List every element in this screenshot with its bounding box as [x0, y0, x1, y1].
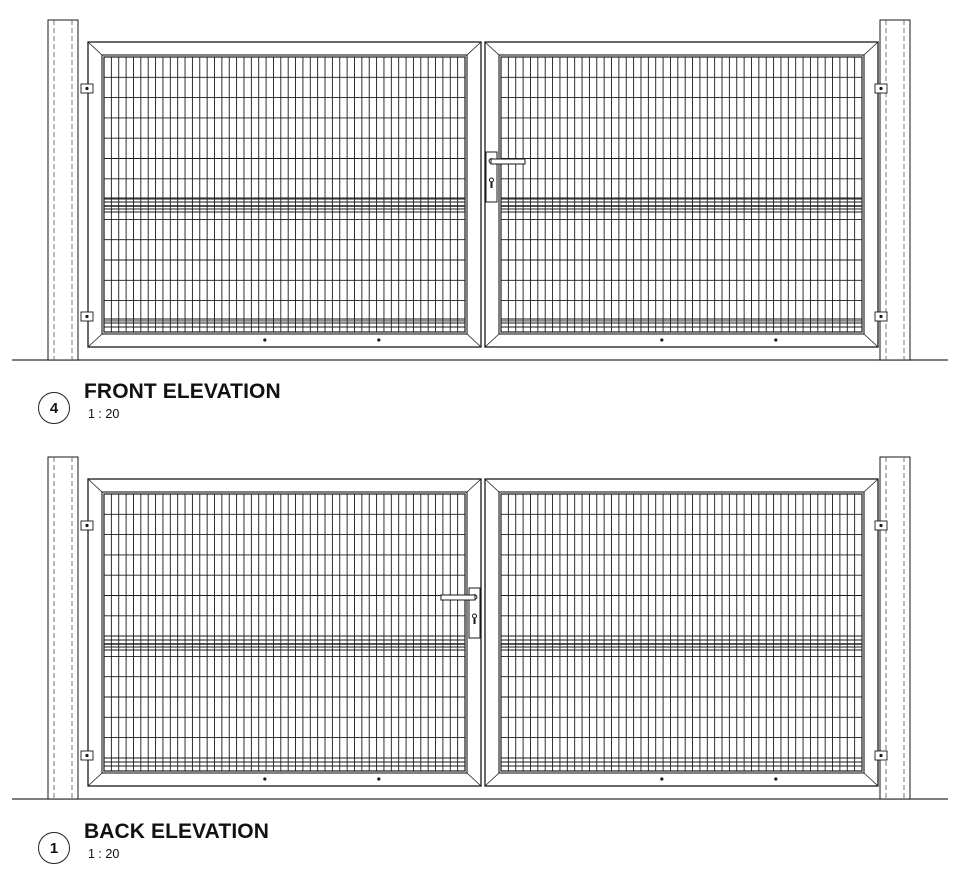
wire-mesh-panel [501, 57, 862, 332]
leaf-outer-frame [88, 479, 481, 786]
hinge-pin [879, 754, 882, 757]
hinge-pin [85, 87, 88, 90]
mesh-border [104, 57, 465, 332]
frame-corner-bevel [485, 42, 499, 55]
rail-fixing-hole [774, 777, 777, 780]
hinge-pin [85, 524, 88, 527]
leaf-outer-frame [485, 42, 878, 347]
right-post [880, 457, 910, 799]
frame-corner-bevel [88, 773, 102, 786]
hinge-icon [875, 521, 887, 530]
keyhole-slot [474, 618, 476, 624]
mesh-border [501, 57, 862, 332]
rail-fixing-hole [660, 338, 663, 341]
left-post [48, 20, 78, 360]
wire-mesh-panel [501, 494, 862, 771]
view-scale: 1 : 20 [88, 407, 120, 421]
rail-fixing-hole [263, 338, 266, 341]
frame-corner-bevel [864, 479, 878, 492]
post-outline [880, 457, 910, 799]
mesh-border [104, 494, 465, 771]
rail-fixing-hole [377, 777, 380, 780]
hinge-pin [85, 315, 88, 318]
view-title: FRONT ELEVATION [84, 380, 281, 403]
wire-mesh-panel [104, 494, 465, 771]
hinge-pin [879, 524, 882, 527]
hinge-pin [85, 754, 88, 757]
frame-corner-bevel [485, 479, 499, 492]
left-post [48, 457, 78, 799]
rail-fixing-hole [660, 777, 663, 780]
frame-corner-bevel [467, 479, 481, 492]
gate-leaf-left [88, 42, 481, 347]
frame-corner-bevel [485, 334, 499, 347]
leaf-inner-frame [102, 55, 467, 334]
handle-lever [491, 159, 525, 164]
gate-leaf-right [485, 42, 878, 347]
hinge-icon [81, 312, 93, 321]
right-post [880, 20, 910, 360]
view-scale: 1 : 20 [88, 847, 120, 861]
view-title: BACK ELEVATION [84, 820, 269, 843]
rail-fixing-hole [377, 338, 380, 341]
post-outline [48, 457, 78, 799]
view-number-bubble: 4 [38, 392, 70, 424]
leaf-outer-frame [485, 479, 878, 786]
frame-corner-bevel [467, 42, 481, 55]
hinge-icon [81, 751, 93, 760]
hinge-icon [875, 751, 887, 760]
rail-fixing-hole [263, 777, 266, 780]
frame-corner-bevel [864, 773, 878, 786]
keyhole-slot [491, 182, 493, 188]
post-outline [880, 20, 910, 360]
hinge-icon [875, 312, 887, 321]
hinge-icon [81, 521, 93, 530]
gate-leaf-right [485, 479, 878, 786]
leaf-inner-frame [499, 55, 864, 334]
wire-mesh-panel [104, 57, 465, 332]
frame-corner-bevel [485, 773, 499, 786]
hinge-icon [81, 84, 93, 93]
post-outline [48, 20, 78, 360]
frame-corner-bevel [88, 42, 102, 55]
handle-lever [441, 595, 475, 600]
leaf-outer-frame [88, 42, 481, 347]
door-handle-icon [486, 152, 525, 202]
frame-corner-bevel [467, 773, 481, 786]
view-number-bubble: 1 [38, 832, 70, 864]
rail-fixing-hole [774, 338, 777, 341]
frame-corner-bevel [467, 334, 481, 347]
frame-corner-bevel [864, 42, 878, 55]
door-handle-icon [441, 588, 480, 638]
back-elevation-view [12, 457, 948, 799]
frame-corner-bevel [88, 334, 102, 347]
frame-corner-bevel [864, 334, 878, 347]
front-elevation-view [12, 20, 948, 360]
mesh-border [501, 494, 862, 771]
hinge-pin [879, 87, 882, 90]
frame-corner-bevel [88, 479, 102, 492]
hinge-icon [875, 84, 887, 93]
gate-leaf-left [88, 479, 481, 786]
hinge-pin [879, 315, 882, 318]
